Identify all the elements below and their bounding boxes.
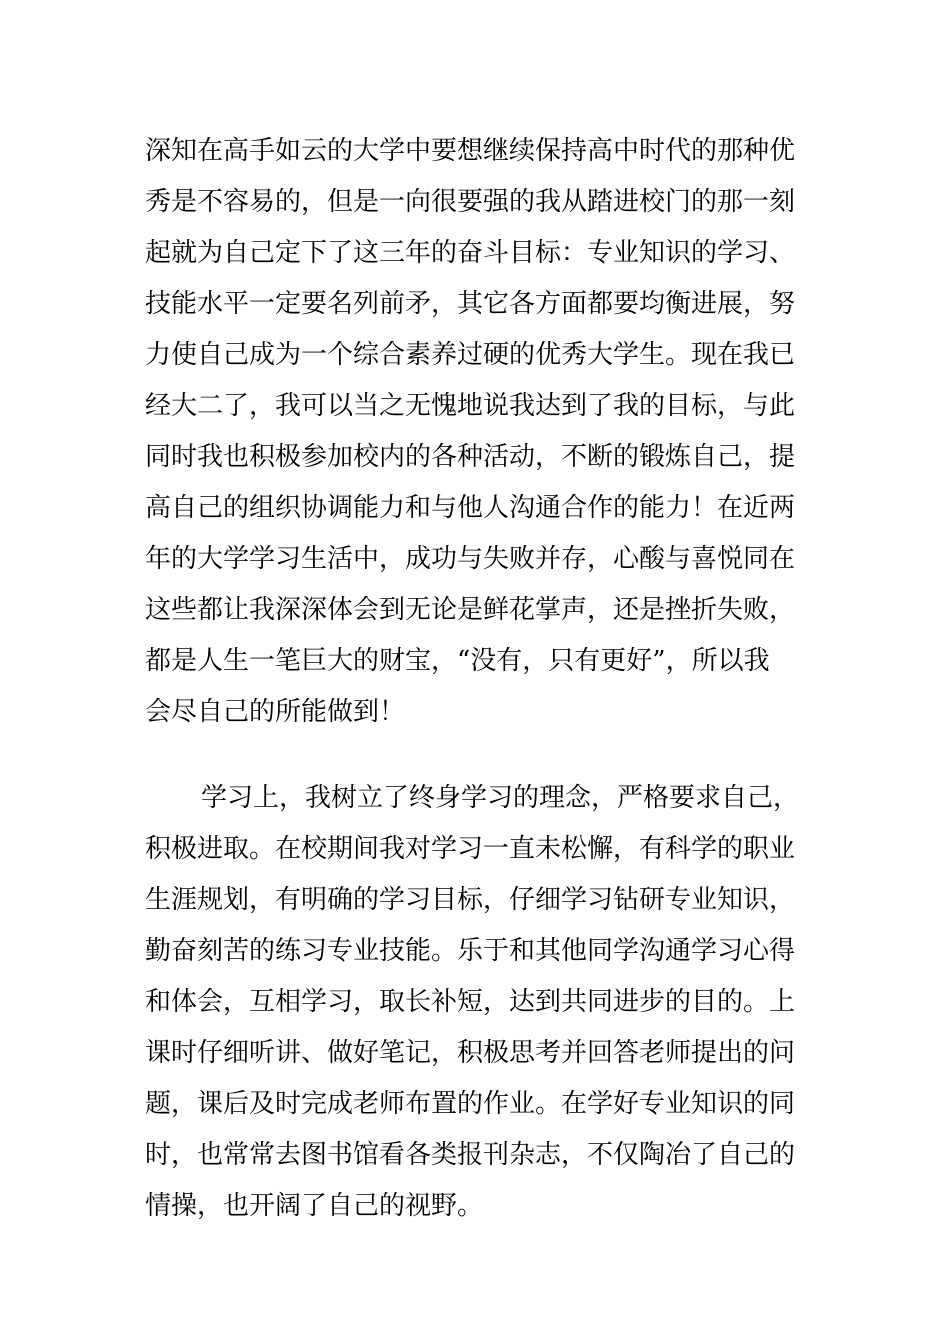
text-line: 情操，也开阔了自己的视野。 [145, 1191, 484, 1221]
text-line: 经大二了，我可以当之无愧地说我达到了我的目标，与此 [145, 391, 796, 421]
text-line: 深知在高手如云的大学中要想继续保持高中时代的那种优 [145, 136, 796, 166]
text-line: 题，课后及时完成老师布置的作业。在学好专业知识的同 [145, 1089, 796, 1119]
text-line: 同时我也积极参加校内的各种活动，不断的锻炼自己，提 [145, 442, 796, 472]
text-line: 学习上，我树立了终身学习的理念，严格要求自己， [201, 783, 800, 813]
text-line: 会尽自己的所能做到！ [145, 697, 406, 727]
text-line: 起就为自己定下了这三年的奋斗目标：专业知识的学习、 [145, 238, 796, 268]
text-line: 力使自己成为一个综合素养过硬的优秀大学生。现在我已 [145, 340, 796, 370]
paragraph-study [145, 773, 799, 1232]
text-line: 技能水平一定要名列前矛，其它各方面都要均衡进展，努 [145, 289, 796, 319]
text-line: 秀是不容易的，但是一向很要强的我从踏进校门的那一刻 [145, 187, 796, 217]
text-line: 积极进取。在校期间我对学习一直未松懈，有科学的职业 [145, 834, 796, 864]
text-line: 和体会，互相学习，取长补短，达到共同进步的目的。上 [145, 987, 796, 1017]
text-line: 勤奋刻苦的练习专业技能。乐于和其他同学沟通学习心得 [145, 936, 796, 966]
paragraph-university-goals [145, 126, 795, 738]
text-line: 课时仔细听讲、做好笔记，积极思考并回答老师提出的问 [145, 1038, 796, 1068]
text-line: 高自己的组织协调能力和与他人沟通合作的能力！在近两 [145, 493, 796, 523]
text-line: 年的大学学习生活中，成功与失败并存，心酸与喜悦同在 [145, 544, 796, 574]
text-line: 生涯规划，有明确的学习目标，仔细学习钻研专业知识， [145, 885, 796, 915]
text-line: 时，也常常去图书馆看各类报刊杂志，不仅陶冶了自己的 [145, 1140, 796, 1170]
text-line: 这些都让我深深体会到无论是鲜花掌声，还是挫折失败， [145, 595, 796, 625]
text-line: 都是人生一笔巨大的财宝，“没有，只有更好”，所以我 [145, 646, 770, 676]
